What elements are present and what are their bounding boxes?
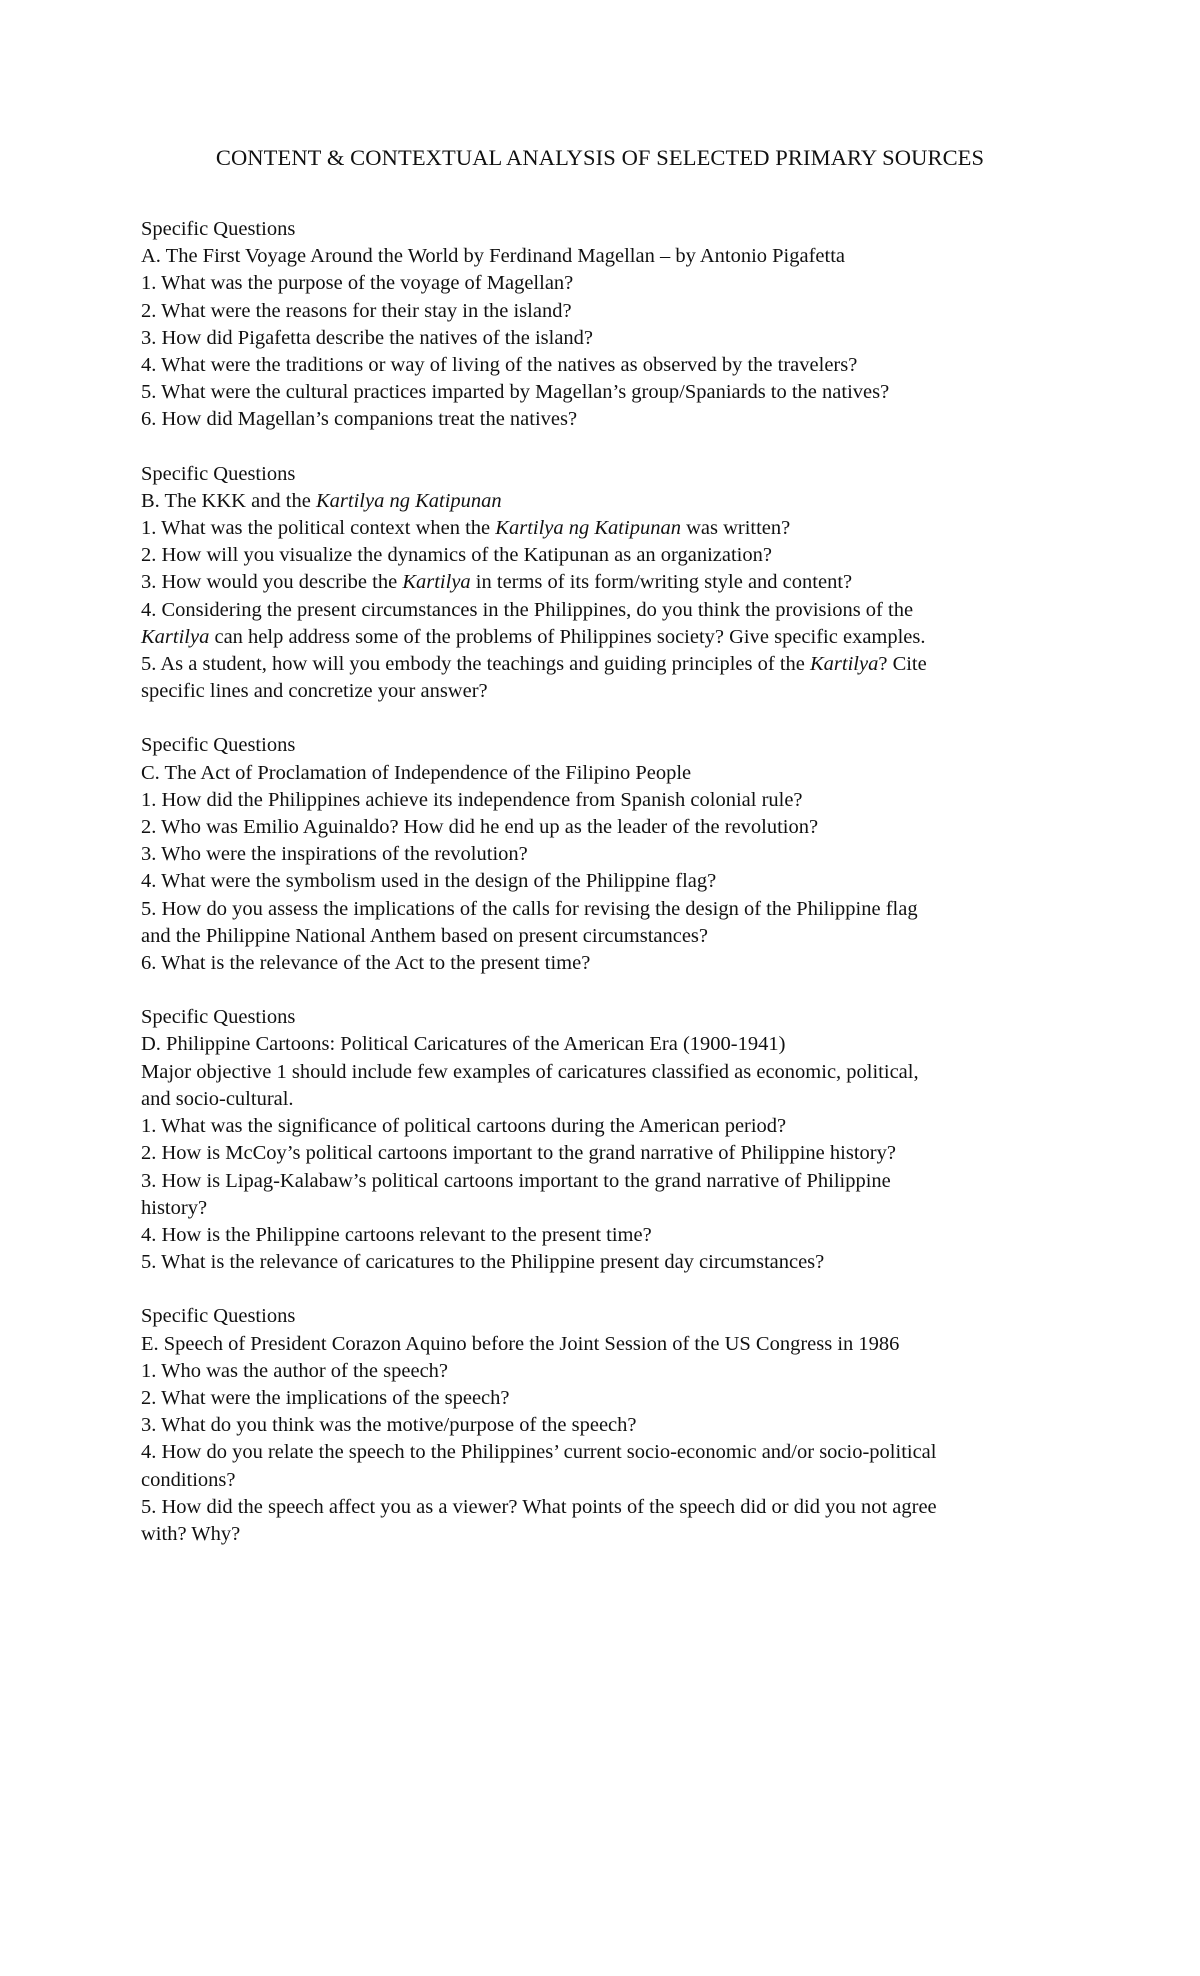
question-item: 3. What do you think was the motive/purpose of the speech? <box>141 1414 637 1437</box>
question-item: 4. What were the symbolism used in the design of the Philippine flag? <box>141 870 717 893</box>
question-item: 6. How did Magellan’s companions treat the natives? <box>141 408 578 431</box>
question-text: can help address some of the problems of Philippines society? Give specific examples. <box>209 625 926 648</box>
section-label: Specific Questions <box>141 218 296 240</box>
section-heading-text: B. The KKK and the <box>141 489 316 512</box>
section-heading-italic: Kartilya ng Katipunan <box>315 489 502 512</box>
question-text: was written? <box>680 517 791 540</box>
question-text: 1. What was the political context when the <box>141 517 496 540</box>
section-b <box>141 461 1066 706</box>
section-heading: A. The First Voyage Around the World by Ferdinand Magellan – by Antonio Pigafetta <box>141 245 846 268</box>
question-item-continued: history? <box>141 1196 208 1219</box>
question-item: 4. How do you relate the speech to the Philippines’ current socio-economic and/or socio-political <box>141 1441 937 1464</box>
question-item: 2. What were the implications of the speech? <box>141 1386 510 1409</box>
section-label: Specific Questions <box>141 462 296 485</box>
question-item: 1. What was the significance of political cartoons during the American period? <box>141 1115 787 1138</box>
section-note-continued: and socio-cultural. <box>141 1087 294 1110</box>
question-item-continued: with? Why? <box>141 1522 241 1545</box>
question-text: ? Cite <box>878 653 927 676</box>
section-note: Major objective 1 should include few examples of caricatures classified as economic, political, <box>141 1060 919 1083</box>
question-item <box>141 569 1066 596</box>
question-item: 2. What were the reasons for their stay in the island? <box>141 299 572 322</box>
question-item: 5. What were the cultural practices imparted by Magellan’s group/Spaniards to the natives? <box>141 381 890 404</box>
question-item: 5. How do you assess the implications of the calls for revising the design of the Philippine flag <box>141 897 918 920</box>
question-item: 3. How is Lipag-Kalabaw’s political cartoons important to the grand narrative of Philippine <box>141 1169 891 1192</box>
question-item: 3. How did Pigafetta describe the natives of the island? <box>141 326 594 349</box>
question-item: 2. Who was Emilio Aguinaldo? How did he end up as the leader of the revolution? <box>141 816 819 839</box>
question-item: 6. What is the relevance of the Act to the present time? <box>141 952 591 975</box>
question-item: 1. How did the Philippines achieve its independence from Spanish colonial rule? <box>141 788 803 811</box>
question-item: 5. What is the relevance of caricatures to the Philippine present day circumstances? <box>141 1251 825 1274</box>
question-item: 4. What were the traditions or way of living of the natives as observed by the travelers? <box>141 354 858 377</box>
question-item: 4. Considering the present circumstances in the Philippines, do you think the provisions of the <box>141 598 914 621</box>
question-item-continued <box>141 624 1066 651</box>
section-heading: E. Speech of President Corazon Aquino before the Joint Session of the US Congress in 1986 <box>141 1332 900 1355</box>
section-heading: D. Philippine Cartoons: Political Caricatures of the American Era (1900-1941) <box>141 1033 786 1056</box>
document-title: CONTENT & CONTEXTUAL ANALYSIS OF SELECTED PRIMARY SOURCES <box>215 145 985 170</box>
section-e <box>141 1303 1066 1548</box>
question-item: 2. How will you visualize the dynamics of the Katipunan as an organization? <box>141 544 772 567</box>
question-item: 3. Who were the inspirations of the revolution? <box>141 843 528 866</box>
question-italic: Kartilya ng Katipunan <box>495 517 681 540</box>
question-item <box>141 515 1066 542</box>
question-italic: Kartilya <box>141 625 210 648</box>
question-item-continued: and the Philippine National Anthem based on present circumstances? <box>141 924 709 947</box>
question-item: 2. How is McCoy’s political cartoons important to the grand narrative of Philippine history? <box>141 1142 896 1165</box>
question-item: 1. What was the purpose of the voyage of Magellan? <box>141 272 574 295</box>
section-label: Specific Questions <box>141 734 296 757</box>
section-heading: C. The Act of Proclamation of Independence of the Filipino People <box>141 761 692 784</box>
section-a <box>141 216 1066 434</box>
section-d <box>141 1004 1066 1276</box>
question-text: 5. As a student, how will you embody the teachings and guiding principles of the <box>141 653 810 676</box>
question-item: 5. How did the speech affect you as a viewer? What points of the speech did or did you not agree <box>141 1495 937 1518</box>
question-italic: Kartilya <box>402 571 471 594</box>
section-heading <box>141 488 1066 515</box>
question-text: in terms of its form/writing style and content? <box>470 571 853 594</box>
question-item-continued: conditions? <box>141 1468 236 1491</box>
question-italic: Kartilya <box>810 653 879 676</box>
section-label: Specific Questions <box>141 1006 296 1029</box>
section-c <box>141 732 1066 977</box>
question-text: 3. How would you describe the <box>141 571 403 594</box>
section-label: Specific Questions <box>141 1305 296 1328</box>
document-body <box>141 216 1066 1575</box>
question-item-continued: specific lines and concretize your answer? <box>141 680 488 703</box>
question-item: 1. Who was the author of the speech? <box>141 1359 449 1382</box>
question-item <box>141 651 1066 678</box>
question-item: 4. How is the Philippine cartoons relevant to the present time? <box>141 1223 652 1246</box>
